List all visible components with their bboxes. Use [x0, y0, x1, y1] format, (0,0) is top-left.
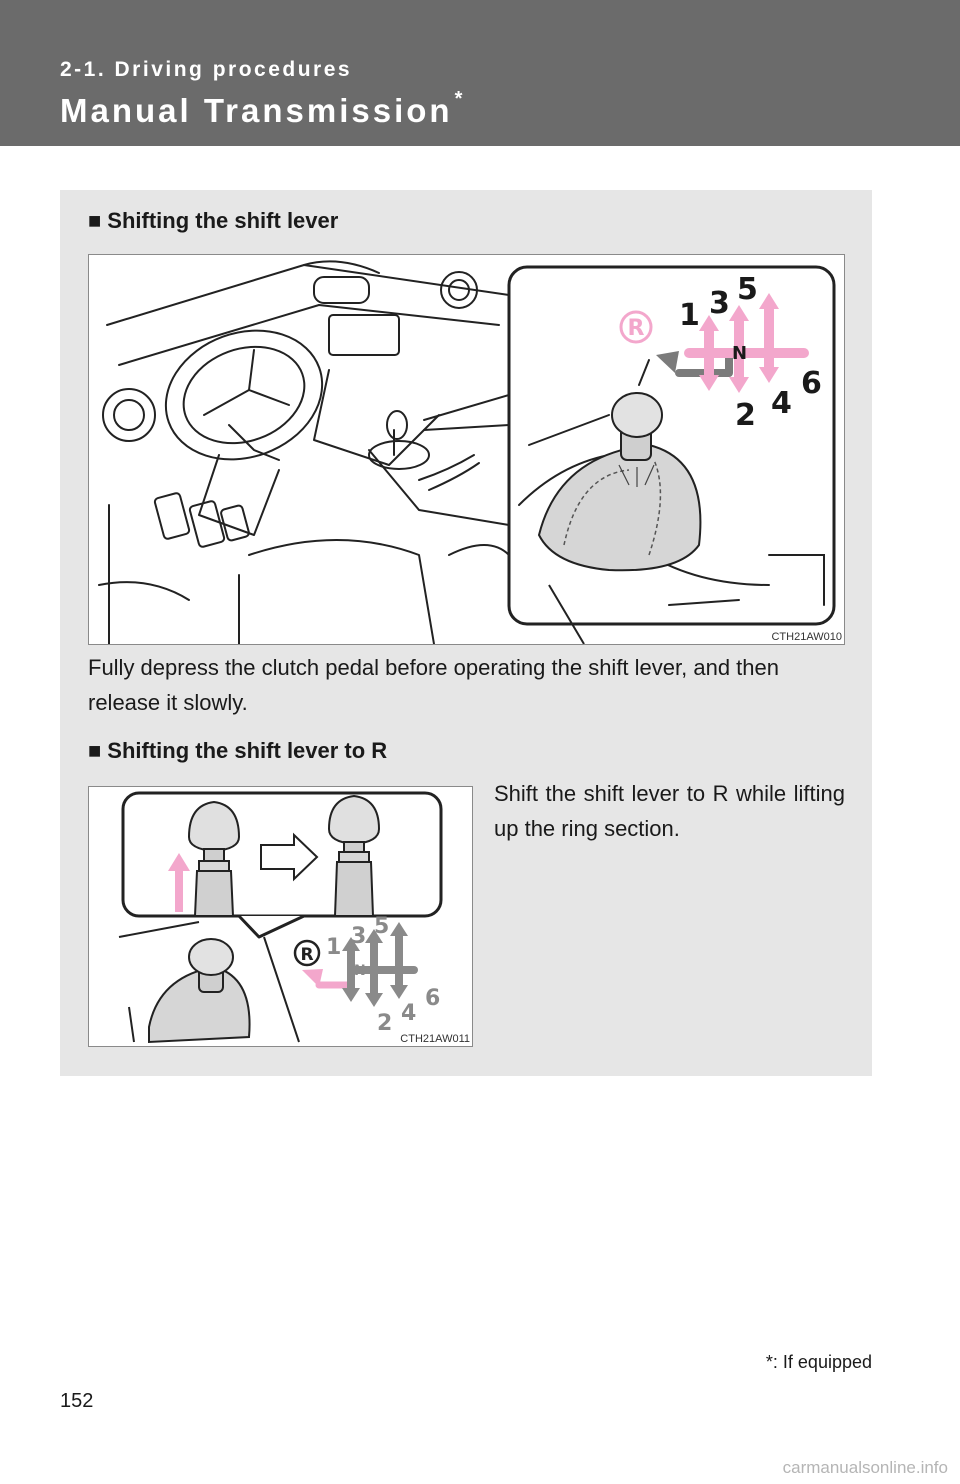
heading-shifting-to-r-text: Shifting the shift lever to R [107, 738, 388, 763]
content-panel [60, 190, 872, 1076]
gear-label-3: 3 [351, 924, 367, 949]
gear-label-4: 4 [401, 1001, 417, 1026]
gear-label-6: 6 [801, 366, 822, 401]
watermark: carmanualsonline.info [782, 1458, 948, 1477]
page-header [0, 0, 960, 146]
if-equipped-mark: * [454, 88, 466, 110]
square-bullet-icon: ■ [88, 738, 102, 763]
figure-cockpit-shift-pattern [88, 254, 845, 645]
heading-shifting-to-r [88, 738, 387, 764]
square-bullet-icon: ■ [88, 208, 102, 233]
figure-code: CTH21AW010 [771, 631, 842, 643]
figure-reverse-shift [88, 786, 473, 1047]
gear-label-neutral: N [732, 343, 748, 364]
gear-label-reverse: R [300, 945, 314, 965]
reverse-shift-illustration [89, 787, 472, 1046]
gear-label-4: 4 [771, 386, 792, 421]
gear-label-6: 6 [425, 986, 441, 1011]
heading-shifting-text: Shifting the shift lever [107, 208, 339, 233]
heading-shifting [88, 208, 338, 234]
gear-label-neutral: N [354, 963, 366, 979]
section-label: 2-1. Driving procedures [60, 58, 353, 81]
figure-code: CTH21AW011 [400, 1033, 470, 1045]
instruction-text: Fully depress the clutch pedal before operating the shift lever, and then release it slowly. [88, 655, 779, 715]
gear-label-1: 1 [679, 298, 700, 333]
cockpit-illustration [89, 255, 844, 644]
gear-label-1: 1 [326, 935, 342, 960]
page-title-text: Manual Transmission [60, 92, 453, 129]
gear-label-reverse: R [627, 316, 645, 341]
gear-label-5: 5 [737, 272, 758, 307]
page-title [60, 88, 466, 130]
gear-label-5: 5 [374, 914, 390, 939]
page-number: 152 [60, 1390, 94, 1412]
reverse-instruction-text: Shift the shift lever to R while lifting up the ring section. [494, 781, 845, 841]
gear-label-2: 2 [735, 398, 756, 433]
gear-label-2: 2 [377, 1011, 393, 1036]
footnote: *: If equipped [765, 1352, 872, 1372]
gear-label-3: 3 [709, 286, 730, 321]
